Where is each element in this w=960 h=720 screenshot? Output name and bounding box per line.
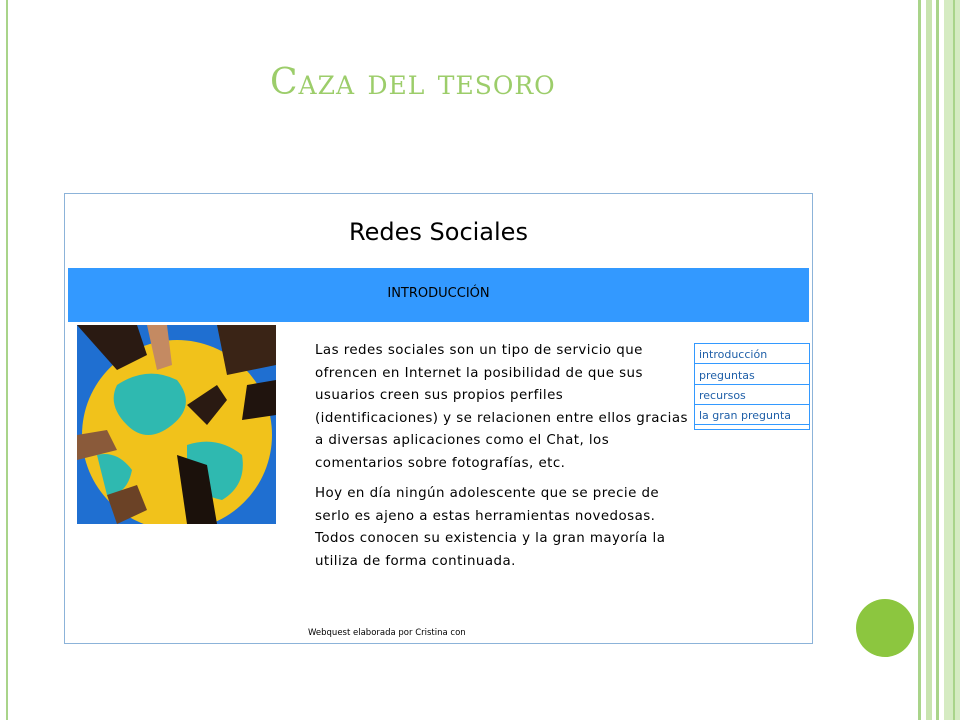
globe-hands-illustration: [77, 325, 276, 524]
slide-frame-left: [6, 0, 8, 720]
slide-frame-right: [936, 0, 939, 720]
slide-title: Caza del tesoro: [270, 62, 556, 103]
section-title: INTRODUCCIÓN: [387, 286, 490, 301]
slide-frame-right: [926, 0, 932, 720]
side-navigation: [694, 343, 810, 430]
intro-text: [315, 340, 690, 581]
decorative-green-circle: [856, 599, 914, 657]
webquest-page: [64, 193, 813, 644]
webquest-title: Redes Sociales: [349, 218, 528, 246]
nav-item-la-gran-pregunta[interactable]: la gran pregunta: [695, 407, 809, 425]
slide-frame-right: [953, 0, 955, 720]
nav-item-recursos[interactable]: recursos: [695, 387, 809, 405]
intro-paragraph-2: Hoy en día ningún adolescente que se precie de serlo es ajeno a estas herramientas novedosas. Todos conocen su existencia y la gran mayoría la utiliza de forma continuada.: [315, 486, 666, 569]
nav-item-preguntas[interactable]: preguntas: [695, 367, 809, 385]
section-header-band: [68, 268, 809, 322]
intro-paragraph-1: Las redes sociales son un tipo de servicio que ofrencen en Internet la posibilidad de que sus usuarios creen sus propios perfiles (identificaciones) y se relacionen entre ellos gracias a diversas aplicaciones como el Chat, los comentarios sobre fotografías, etc.: [315, 343, 688, 471]
slide-frame-right: [918, 0, 921, 720]
nav-item-introduccion[interactable]: introducción: [695, 346, 809, 364]
author-credit: Webquest elaborada por Cristina con: [308, 628, 466, 638]
slide-frame-right: [944, 0, 960, 720]
globe-hands-image: [77, 325, 276, 524]
